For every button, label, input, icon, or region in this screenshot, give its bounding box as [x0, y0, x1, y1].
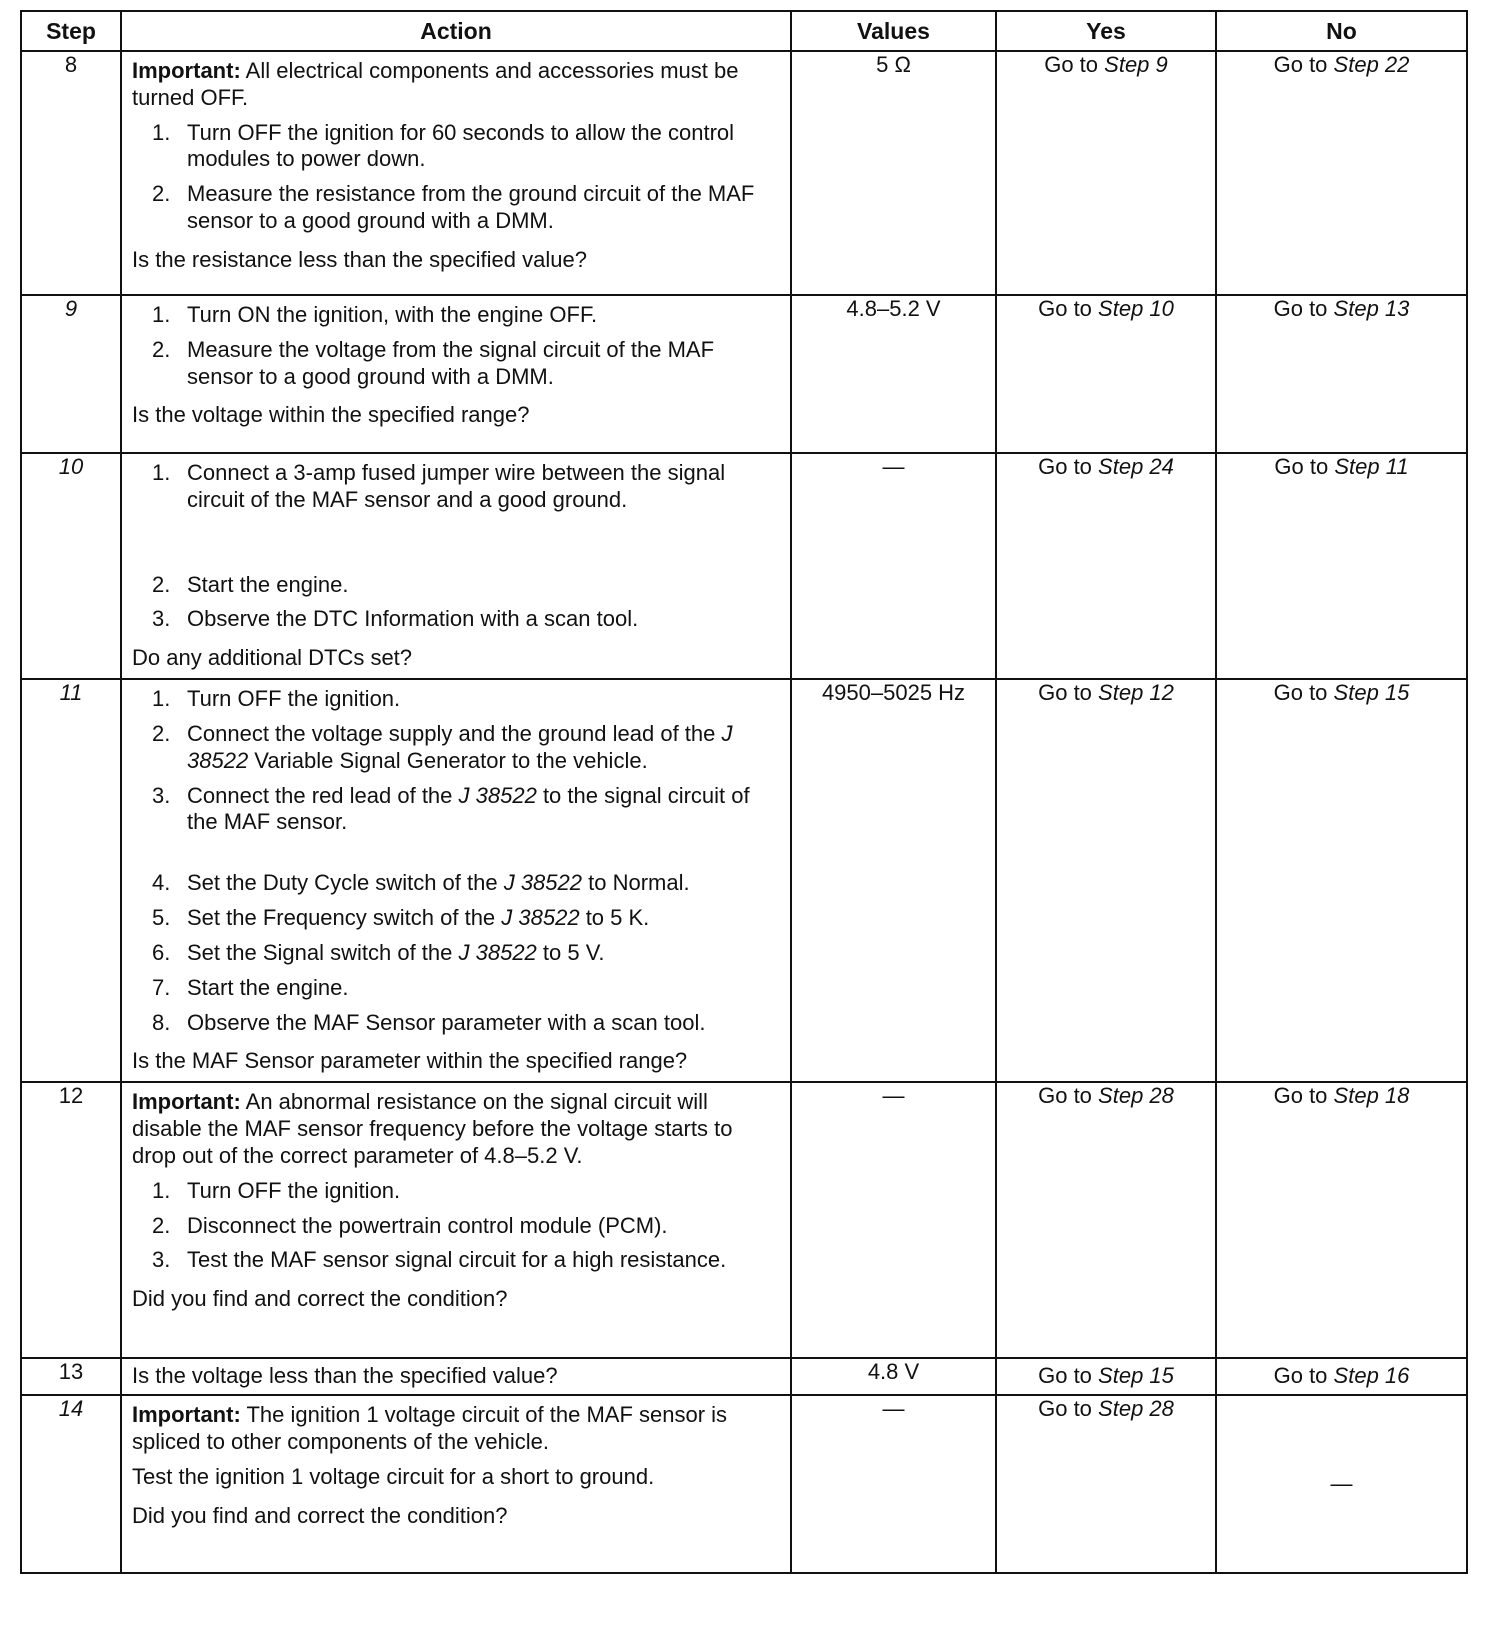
item-text: Turn OFF the ignition. [187, 686, 401, 712]
go-to-text: Go to [1038, 1363, 1092, 1389]
item-text: Observe the DTC Information with a scan tool. [187, 606, 639, 632]
list-item [132, 1178, 780, 1205]
table-row [21, 453, 1467, 679]
item-number: 3. [152, 1247, 171, 1273]
no-cell: — [1216, 1395, 1467, 1573]
list-item [132, 870, 780, 897]
yes-step-link[interactable]: Step 10 [1098, 296, 1174, 321]
no-cell [1216, 1358, 1467, 1395]
step-number: 8 [21, 51, 121, 295]
go-to-text: Go to [1273, 52, 1328, 77]
list-item [132, 181, 780, 235]
action-text: Test the ignition 1 voltage circuit for a short to ground. [132, 1463, 655, 1489]
step-number: 9 [21, 295, 121, 453]
list-item [132, 1247, 780, 1274]
item-text-part: Set the Frequency switch of the [187, 905, 502, 931]
item-number: 6. [152, 939, 171, 965]
value-cell: 4.8–5.2 V [791, 295, 996, 453]
list-item [132, 783, 780, 837]
item-text-part: Set the Signal switch of the [187, 939, 459, 965]
important-label: Important: [132, 1089, 241, 1115]
table-row [21, 295, 1467, 453]
action-steps [132, 1178, 780, 1282]
no-cell [1216, 1082, 1467, 1358]
item-number: 1. [152, 686, 171, 712]
action-cell [121, 1358, 791, 1395]
list-item [132, 940, 780, 967]
list-item [132, 460, 780, 514]
yes-cell [996, 679, 1216, 1082]
yes-cell [996, 295, 1216, 453]
action-cell [121, 295, 791, 453]
yes-cell [996, 51, 1216, 295]
step-number: 10 [21, 453, 121, 679]
item-text [187, 905, 649, 930]
item-text: Disconnect the powertrain control module (PCM). [187, 1212, 668, 1238]
item-number: 2. [152, 181, 171, 207]
action-steps [132, 686, 780, 1044]
yes-step-link[interactable]: Step 9 [1104, 52, 1168, 77]
list-item [132, 302, 780, 329]
item-number: 8. [152, 1009, 171, 1035]
tool-name: J 38522 [458, 939, 537, 965]
item-text: Start the engine. [187, 974, 349, 1000]
tool-name: J 38522 [501, 905, 580, 931]
header-no: No [1216, 11, 1467, 51]
item-number: 1. [152, 302, 171, 327]
tool-name: J 38522 [187, 720, 733, 773]
yes-step-link[interactable]: Step 12 [1098, 680, 1174, 706]
go-to-text: Go to [1273, 296, 1328, 321]
go-to-text: Go to [1274, 454, 1329, 479]
no-step-link[interactable]: Step 18 [1333, 1083, 1410, 1109]
item-number: 7. [152, 974, 171, 1000]
question-text: Did you find and correct the condition? [132, 1502, 508, 1528]
no-step-link[interactable]: Step 11 [1334, 454, 1409, 479]
action-cell [121, 1395, 791, 1573]
go-to-text: Go to [1273, 680, 1328, 706]
item-text [187, 721, 733, 773]
item-number: 1. [152, 460, 171, 485]
header-action: Action [121, 11, 791, 51]
go-to-text: Go to [1273, 1363, 1328, 1389]
list-item [132, 1010, 780, 1037]
important-text: The ignition 1 voltage circuit of the MAF sensor is spliced to other components of the vehicle. [132, 1402, 728, 1454]
item-number: 1. [152, 1177, 171, 1203]
diagnostic-table [20, 10, 1468, 1574]
yes-cell [996, 1358, 1216, 1395]
no-step-link[interactable]: Step 16 [1333, 1363, 1410, 1389]
question-text: Is the MAF Sensor parameter within the specified range? [132, 1048, 688, 1074]
table-row [21, 679, 1467, 1082]
important-text: All electrical components and accessories must be turned OFF. [132, 58, 739, 110]
item-text: Turn ON the ignition, with the engine OFF. [187, 302, 598, 327]
table-row [21, 1082, 1467, 1358]
header-values: Values [791, 11, 996, 51]
action-steps [132, 460, 780, 641]
go-to-text: Go to [1038, 1396, 1092, 1422]
item-number: 2. [152, 1212, 171, 1238]
action-steps [132, 120, 780, 243]
go-to-text: Go to [1038, 1083, 1092, 1109]
list-item [132, 606, 780, 633]
item-text-part: Set the Duty Cycle switch of the [187, 870, 504, 896]
step-number: 14 [21, 1395, 121, 1573]
list-item [132, 572, 780, 599]
no-cell [1216, 51, 1467, 295]
item-text-part: Connect the voltage supply and the ground lead of the [187, 720, 722, 746]
important-text: An abnormal resistance on the signal circuit will disable the MAF sensor frequency before the voltage starts to drop out of the correct parameter of 4.8–5.2 V. [132, 1089, 733, 1168]
item-text-part: to Normal. [582, 870, 690, 896]
item-number: 3. [152, 606, 171, 632]
item-number: 2. [152, 720, 171, 746]
value-cell: — [791, 1395, 996, 1573]
item-number: 2. [152, 571, 171, 597]
go-to-text: Go to [1273, 1083, 1328, 1109]
question-text: Did you find and correct the condition? [132, 1286, 508, 1312]
yes-step-link[interactable]: Step 15 [1098, 1363, 1174, 1389]
value-cell: 4950–5025 Hz [791, 679, 996, 1082]
item-text: Measure the resistance from the ground circuit of the MAF sensor to a good ground with a DMM. [187, 181, 755, 234]
no-cell [1216, 679, 1467, 1082]
list-item [132, 1213, 780, 1240]
item-text [187, 870, 690, 895]
question-text: Do any additional DTCs set? [132, 645, 413, 671]
list-item [132, 975, 780, 1002]
list-item [132, 721, 780, 775]
item-text: Start the engine. [187, 571, 349, 597]
step-number: 11 [21, 679, 121, 1082]
no-step-link[interactable]: Step 15 [1333, 680, 1410, 706]
list-item [132, 337, 780, 391]
list-item [132, 120, 780, 174]
header-step: Step [21, 11, 121, 51]
important-note [132, 1089, 780, 1169]
header-row [21, 11, 1467, 51]
value-cell: — [791, 453, 996, 679]
yes-cell [996, 1082, 1216, 1358]
tool-name: J 38522 [503, 870, 582, 896]
action-cell [121, 1082, 791, 1358]
item-text-part: Variable Signal Generator to the vehicle. [248, 747, 648, 773]
item-text: Turn OFF the ignition for 60 seconds to allow the control modules to power down. [187, 119, 735, 172]
step-number: 12 [21, 1082, 121, 1358]
action-steps [132, 302, 780, 398]
item-number: 5. [152, 905, 171, 931]
value-cell: 4.8 V [791, 1358, 996, 1395]
item-number: 2. [152, 336, 171, 362]
important-label: Important: [132, 1402, 241, 1428]
list-item [132, 905, 780, 932]
step-number: 13 [21, 1358, 121, 1395]
important-note [132, 1402, 780, 1456]
item-number: 1. [152, 119, 171, 145]
item-text-part: Connect the red lead of the [187, 782, 459, 808]
item-text: Turn OFF the ignition. [187, 1177, 401, 1203]
no-cell [1216, 453, 1467, 679]
table-row [21, 1395, 1467, 1573]
yes-step-link[interactable]: Step 28 [1098, 1083, 1174, 1109]
table-row [21, 51, 1467, 295]
item-text: Test the MAF sensor signal circuit for a high resistance. [187, 1247, 727, 1273]
yes-step-link[interactable]: Step 24 [1098, 454, 1174, 479]
no-cell [1216, 295, 1467, 453]
question-text: Is the voltage within the specified range? [132, 402, 530, 428]
action-cell [121, 51, 791, 295]
value-cell: — [791, 1082, 996, 1358]
yes-step-link[interactable]: Step 28 [1098, 1396, 1174, 1422]
go-to-text: Go to [1038, 454, 1092, 479]
action-cell [121, 679, 791, 1082]
no-step-link[interactable]: Step 13 [1333, 296, 1410, 321]
item-text-part: to 5 K. [579, 905, 650, 931]
tool-name: J 38522 [458, 782, 537, 808]
item-text: Observe the MAF Sensor parameter with a scan tool. [187, 1009, 706, 1035]
header-yes: Yes [996, 11, 1216, 51]
list-item [132, 686, 780, 713]
question-text: Is the voltage less than the specified value? [132, 1363, 558, 1389]
item-text [187, 783, 750, 835]
item-number: 4. [152, 870, 171, 896]
important-note [132, 58, 780, 112]
important-label: Important: [132, 58, 241, 83]
item-text: Connect a 3-amp fused jumper wire between the signal circuit of the MAF sensor and a good ground. [187, 460, 726, 512]
item-text-part: to 5 V. [536, 939, 605, 965]
item-number: 3. [152, 782, 171, 808]
go-to-text: Go to [1044, 52, 1099, 77]
no-step-link[interactable]: Step 22 [1333, 52, 1410, 77]
item-text [187, 940, 604, 965]
action-cell [121, 453, 791, 679]
value-cell: 5 Ω [791, 51, 996, 295]
yes-cell [996, 1395, 1216, 1573]
question-text: Is the resistance less than the specified value? [132, 246, 587, 272]
go-to-text: Go to [1038, 296, 1092, 321]
item-text: Measure the voltage from the signal circuit of the MAF sensor to a good ground with a DMM. [187, 336, 715, 389]
item-text-part: to the signal circuit of the MAF sensor. [187, 782, 750, 835]
yes-cell [996, 453, 1216, 679]
table-row [21, 1358, 1467, 1395]
go-to-text: Go to [1038, 680, 1092, 706]
